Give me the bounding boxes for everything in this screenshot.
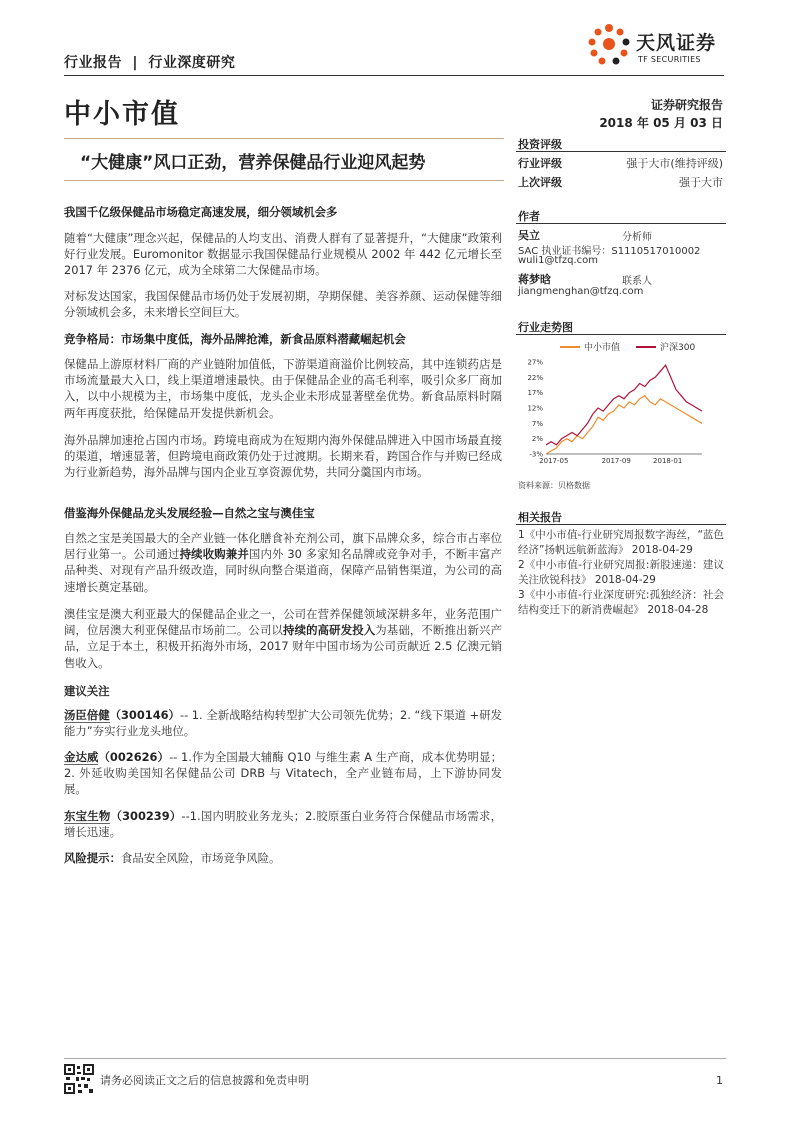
related-item[interactable] xyxy=(518,588,724,618)
author-sac: SAC 执业证书编号：S1110517010002 xyxy=(518,246,701,257)
category-separator: | xyxy=(132,55,138,71)
related-item[interactable] xyxy=(518,558,724,588)
author-heading: 作者 xyxy=(518,210,540,223)
section-heading: 我国千亿级保健品市场稳定高速发展，细分领域机会多 xyxy=(64,205,338,219)
related-date: 2018-04-29 xyxy=(594,574,656,586)
author-email[interactable]: wuli1@tfzq.com xyxy=(518,255,599,266)
text-run: 澳佳宝是澳大利亚最大的保健品企业之一，公司在营养保健领域深耕多年，业务范围广阔，位居澳大利亚保健品市场前二。公司以 xyxy=(64,607,502,638)
y-tick-label: 17% xyxy=(527,389,543,398)
page-title: 中小市值 xyxy=(64,99,180,130)
legend-label-2: 沪深300 xyxy=(660,343,696,353)
paragraph: 对标发达国家，我国保健品市场仍处于发展初期，孕期保健、美容养颜、运动保健等细分领域机会多，未来增长空间巨大。 xyxy=(64,289,502,320)
paragraph: 随着“大健康”理念兴起，保健品的人均支出、消费人群有了显著提升，“大健康”政策利好行业发展。Euromonitor 数据显示我国保健品行业规模从 2002 年 442 亿元增长至 2017 年 2376 亿元，成为全球第二大保健品市场。 xyxy=(64,231,502,278)
trend-chart xyxy=(516,336,726,470)
tf-logo-icon xyxy=(584,22,634,68)
author-email[interactable]: jiangmenghan@tfzq.com xyxy=(518,286,644,297)
author-divider xyxy=(516,223,726,224)
paragraph xyxy=(64,530,502,595)
author-name: 吴立 xyxy=(518,229,540,242)
report-category xyxy=(64,52,235,72)
footer-divider xyxy=(64,1058,726,1059)
header-divider xyxy=(64,75,724,76)
recommendation-item xyxy=(64,808,502,840)
category-label: 行业报告 xyxy=(64,55,122,71)
subtitle-divider-bottom xyxy=(64,180,504,181)
stock-code: （300146） xyxy=(109,708,180,722)
section-heading: 竞争格局：市场集中度低，海外品牌抢滩，新食品原料潜藏崛起机会 xyxy=(64,332,406,346)
author-role: 分析师 xyxy=(622,232,652,243)
related-date: 2018-04-29 xyxy=(631,544,693,556)
text-run: 国内外 30 多家知名品牌或竞争对手，不断丰富产品种类、对现有产品升级改造，同时纵向整合渠道商，保障产品销售渠道，为公司的高速增长奠定基础。 xyxy=(64,547,502,594)
rating-divider xyxy=(516,151,726,152)
related-divider xyxy=(516,524,726,525)
qr-code-icon xyxy=(64,1064,94,1094)
y-tick-label: 12% xyxy=(527,404,543,413)
y-tick-label: 27% xyxy=(527,358,543,367)
risk-note xyxy=(64,850,502,866)
series-line-2 xyxy=(546,365,702,445)
related-title[interactable]: 2《中小市值-行业研究周报:新股速递：建议关注欣锐科技》 xyxy=(518,559,724,586)
text-run: 为基础，不断推出新兴产品，立足于本土，积极开拓海外市场，2017 财年中国市场为公司贡献近 2.5 亿澳元销售收入。 xyxy=(64,623,502,670)
x-tick-label: 2017-05 xyxy=(539,457,569,465)
paragraph: 保健品上游原材料厂商的产业链附加值低，下游渠道商溢价比例较高，其中连锁药店是市场流量最大入口，线上渠道增速最快。由于保健品企业的高毛利率，吸引众多厂商加入，以中小规模为主，市场集中度低，龙头企业未形成显著壁垒优势。新食品原料时隔两年再度获批，给保健品开发提供新机会。 xyxy=(64,357,502,420)
y-tick-label: 7% xyxy=(531,419,543,428)
logo-text: 天风证券 xyxy=(636,32,717,54)
stock-name: 东宝生物 xyxy=(64,809,111,823)
emphasis-text: 持续的高研发投入 xyxy=(283,623,376,638)
recommendation-item xyxy=(64,707,502,739)
trend-heading: 行业走势图 xyxy=(518,321,573,334)
industry-rating-label: 行业评级 xyxy=(518,157,562,170)
related-date: 2018-04-28 xyxy=(647,604,709,616)
paragraph xyxy=(64,606,502,671)
risk-label: 风险提示： xyxy=(64,851,121,865)
related-title[interactable]: 3《中小市值-行业深度研究:孤独经济：社会结构变迁下的新消费崛起》 xyxy=(518,589,724,616)
related-item[interactable] xyxy=(518,528,724,558)
page-number: 1 xyxy=(716,1074,723,1087)
report-subtitle: “大健康”风口正劲，营养保健品行业迎风起势 xyxy=(80,153,426,173)
recommendation-text: --1.国内明胶业务龙头；2.胶原蛋白业务符合保健品市场需求，增长迅速。 xyxy=(64,809,502,840)
x-tick-label: 2018-01 xyxy=(653,457,683,465)
y-tick-label: 22% xyxy=(527,373,543,382)
y-tick-label: -3% xyxy=(529,450,543,459)
series-line-1 xyxy=(546,396,702,454)
logo-subtext: TF SECURITIES xyxy=(638,55,701,64)
risk-text: 食品安全风险，市场竞争风险。 xyxy=(120,851,281,865)
report-type: 证券研究报告 xyxy=(650,98,723,112)
stock-name: 汤臣倍健 xyxy=(64,708,110,722)
related-list xyxy=(518,528,724,618)
recommendation-text: -- 1.作为全国最大辅酶 Q10 与维生素 A 生产商，成本优势明显； 2. 外延收购美国知名保健品公司 DRB 与 Vitatech，全产业链布局，上下游协同发展。 xyxy=(64,750,502,797)
x-tick-label: 2017-09 xyxy=(601,457,631,465)
related-heading: 相关报告 xyxy=(518,511,562,524)
y-tick-label: 2% xyxy=(531,435,543,444)
text-run: 自然之宝是美国最大的全产业链一体化膳食补充剂公司，旗下品牌众多，综合市占率位居行业第一。公司通过 xyxy=(64,531,502,562)
report-date: 2018 年 05 月 03 日 xyxy=(599,116,723,130)
subtitle-divider-top xyxy=(64,138,504,139)
paragraph: 海外品牌加速抢占国内市场。跨境电商成为在短期内海外保健品牌进入中国市场最直接的渠道，增速显著，但跨境电商政策仍处于过渡期。长期来看，跨国合作与并购已经成为行业新趋势，海外品牌与国内企业互享资源优势，共同分羹国内市场。 xyxy=(64,433,502,480)
industry-rating-value: 强于大市(维持评级) xyxy=(626,157,723,170)
rating-heading: 投资评级 xyxy=(518,138,562,151)
prev-rating-label: 上次评级 xyxy=(518,176,562,189)
stock-name: 金达威 xyxy=(64,750,99,764)
trend-divider xyxy=(516,334,726,335)
related-title[interactable]: 1《中小市值-行业研究周报数字海丝，“蓝色经济”扬帆远航新蓝海》 xyxy=(518,529,724,556)
section-heading: 建议关注 xyxy=(64,684,110,698)
author-name: 蒋梦晗 xyxy=(518,273,551,286)
stock-code: （002626） xyxy=(98,750,170,764)
emphasis-text: 持续收购兼并 xyxy=(179,547,249,562)
stock-code: （300239） xyxy=(110,809,182,823)
footer-disclaimer: 请务必阅读正文之后的信息披露和免责申明 xyxy=(100,1074,309,1087)
section-heading: 借鉴海外保健品龙头发展经验—自然之宝与澳佳宝 xyxy=(64,506,315,520)
author-role: 联系人 xyxy=(622,276,652,287)
recommendation-text: -- 1. 全新战略结构转型扩大公司领先优势；2. “线下渠道 +研发能力”夯实行业龙头地位。 xyxy=(64,708,502,739)
legend-label-1: 中小市值 xyxy=(584,343,621,353)
chart-source: 资料来源：贝格数据 xyxy=(518,481,590,490)
prev-rating-value: 强于大市 xyxy=(679,176,723,189)
subcategory-label: 行业深度研究 xyxy=(148,55,236,71)
recommendation-item xyxy=(64,749,502,798)
